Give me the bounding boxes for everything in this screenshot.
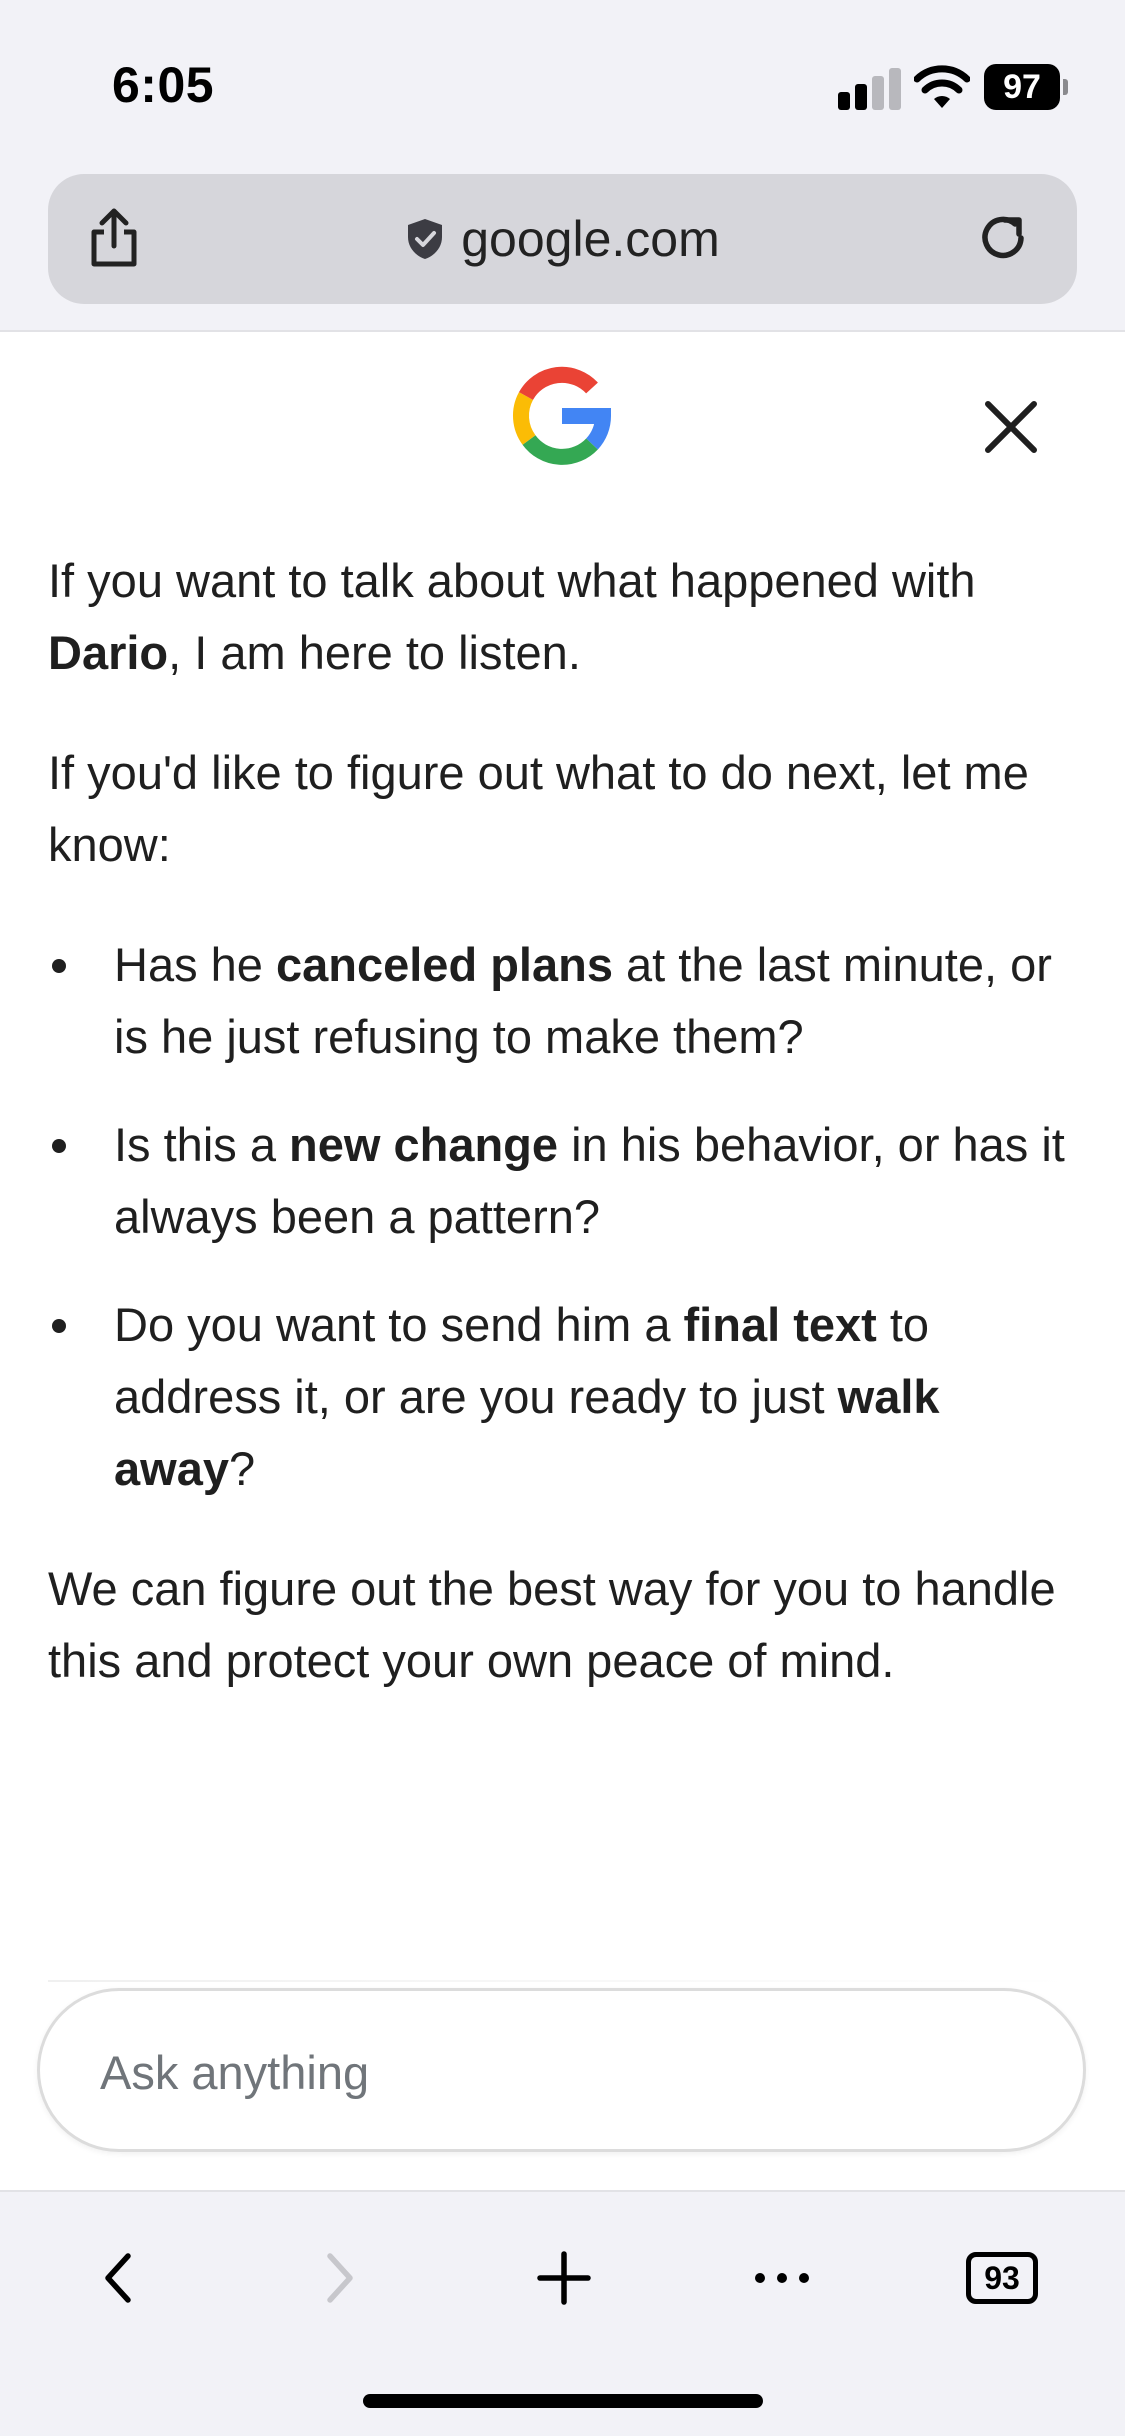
back-button[interactable] [78, 2238, 158, 2318]
bullet-text: Is this a [114, 1118, 290, 1171]
wifi-icon [914, 62, 970, 110]
close-icon[interactable] [976, 392, 1046, 462]
bullet-list [48, 929, 1068, 1505]
bullet-bold: final text [683, 1298, 877, 1351]
paragraph-text: , I am here to listen. [168, 626, 581, 679]
bullet-bold: canceled plans [275, 938, 613, 991]
url-text: google.com [461, 211, 720, 267]
bullet-text: Do you want to send him a [114, 1298, 684, 1351]
response-paragraph [48, 545, 1068, 689]
home-indicator[interactable] [363, 2394, 763, 2408]
response-paragraph: If you'd like to figure out what to do next, let me know: [48, 746, 1029, 871]
battery-cap [1063, 79, 1068, 95]
ask-bar[interactable] [37, 1988, 1086, 2152]
tabs-button[interactable] [962, 2238, 1042, 2318]
bullet-bold: walk away [114, 1370, 940, 1495]
chevron-right-icon [316, 2248, 364, 2308]
tabs-count: 93 [966, 2252, 1038, 2304]
ai-response [48, 545, 1068, 1745]
ask-input[interactable] [98, 2031, 1002, 2113]
bullet-text: to address it, or are you ready to just [114, 1298, 930, 1423]
battery-level: 97 [984, 64, 1060, 110]
top-browser-chrome [0, 0, 1125, 332]
response-paragraph: We can figure out the best way for you to handle this and protect your own peace of mind. [48, 1562, 1056, 1687]
scroll-fade [48, 1980, 1077, 1982]
battery-indicator [984, 64, 1068, 110]
bullet-text: ? [228, 1442, 256, 1495]
google-g-logo [512, 366, 612, 466]
bullet-item [48, 1289, 1068, 1505]
paragraph-text: If you want to talk about what happened with [48, 554, 976, 607]
address-bar [48, 174, 1077, 304]
bullet-item [48, 929, 1068, 1073]
bullet-text: at the last minute, or is he just refusing to make them? [114, 938, 1052, 1063]
shield-icon [405, 217, 445, 261]
forward-button[interactable] [300, 2238, 380, 2318]
more-icon [752, 2268, 812, 2288]
plus-icon [534, 2248, 594, 2308]
new-tab-button[interactable] [524, 2238, 604, 2318]
cellular-signal-icon [838, 66, 902, 110]
bullet-text: Has he [114, 938, 276, 991]
bullet-bold: new change [289, 1118, 559, 1171]
bold-name: Dario [48, 626, 169, 679]
more-button[interactable] [742, 2238, 822, 2318]
reload-icon[interactable] [969, 204, 1037, 272]
status-time: 6:05 [112, 57, 215, 113]
chevron-left-icon [94, 2248, 142, 2308]
bullet-text: in his behavior, or has it always been a pattern? [114, 1118, 1065, 1243]
bullet-item [48, 1109, 1068, 1253]
url-display[interactable] [48, 174, 1077, 304]
